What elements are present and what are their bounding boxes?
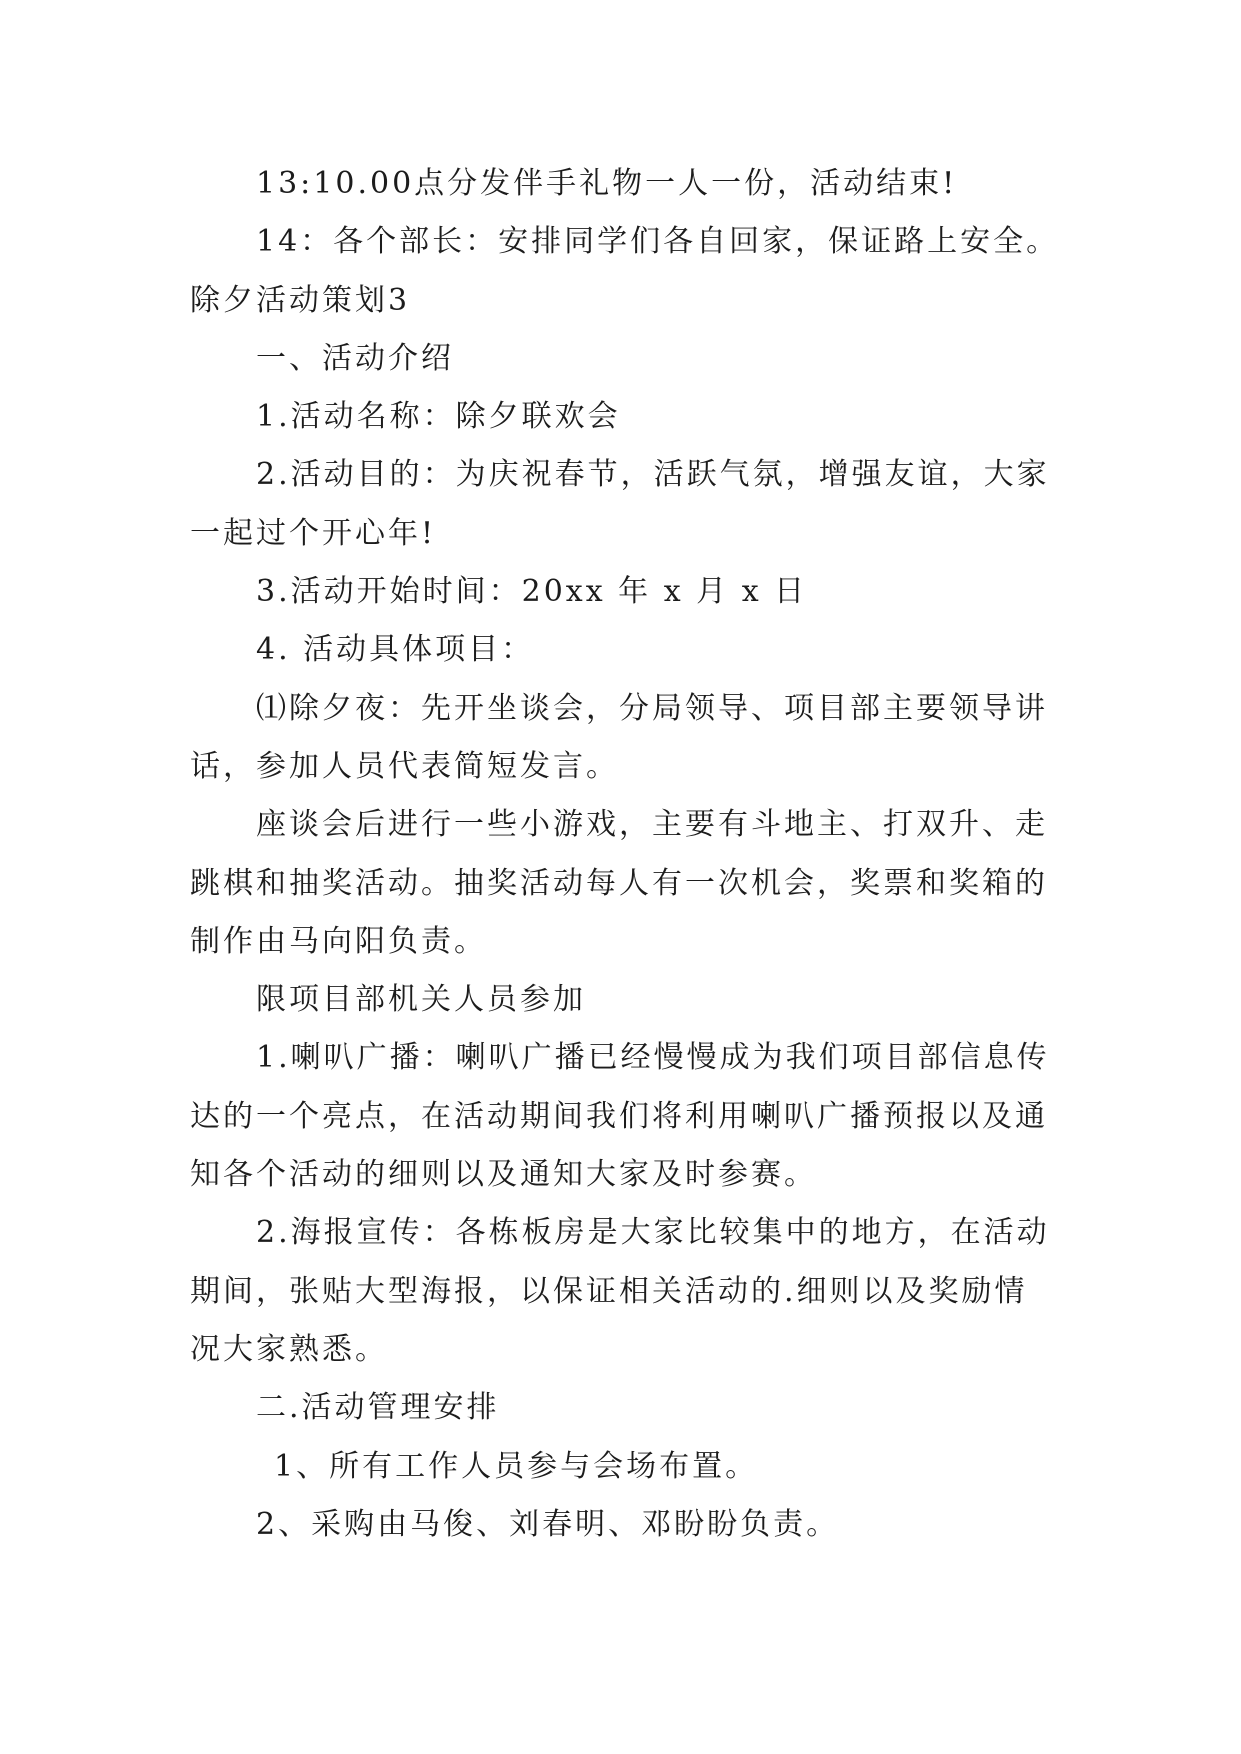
paragraph-line: 达的一个亮点，在活动期间我们将利用喇叭广播预报以及通 [190,1098,1048,1134]
paragraph-line: 2.海报宣传：各栋板房是大家比较集中的地方，在活动 [256,1215,1050,1251]
paragraph-line: 1、所有工作人员参与会场布置。 [274,1448,759,1484]
section-heading: 二.活动管理安排 [256,1390,500,1426]
paragraph-line: 知各个活动的细则以及通知大家及时参赛。 [190,1157,817,1193]
paragraph-line: 制作由马向阳负责。 [190,923,487,959]
paragraph-line: ⑴除夕夜：先开坐谈会，分局领导、项目部主要领导讲 [256,690,1048,726]
paragraph-line: 1.喇叭广播：喇叭广播已经慢慢成为我们项目部信息传 [256,1040,1050,1076]
paragraph-line: 话，参加人员代表简短发言。 [190,748,619,784]
paragraph-line: 期间，张贴大型海报，以保证相关活动的.细则以及奖励情 [190,1273,1028,1309]
section-heading: 一、活动介绍 [256,340,454,376]
paragraph-line: 1.活动名称：除夕联欢会 [256,399,621,435]
paragraph-line: 13:10.00点分发伴手礼物一人一份，活动结束! [256,166,958,201]
paragraph-line: 座谈会后进行一些小游戏，主要有斗地主、打双升、走 [256,807,1048,843]
paragraph-line: 4. 活动具体项目： [256,632,535,668]
paragraph-line: 一起过个开心年! [190,515,437,551]
document-title: 除夕活动策划3 [190,282,411,318]
paragraph-line: 2、采购由马俊、刘春明、邓盼盼负责。 [256,1506,840,1542]
paragraph-line: 限项目部机关人员参加 [256,982,586,1018]
paragraph-line: 14：各个部长：安排同学们各自回家，保证路上安全。 [256,224,1060,260]
paragraph-line: 况大家熟悉。 [190,1331,388,1367]
paragraph-line: 3.活动开始时间：20xx 年 x 月 x 日 [256,574,808,610]
paragraph-line: 2.活动目的：为庆祝春节，活跃气氛，增强友谊，大家 [256,457,1050,493]
paragraph-line: 跳棋和抽奖活动。抽奖活动每人有一次机会，奖票和奖箱的 [190,865,1048,901]
